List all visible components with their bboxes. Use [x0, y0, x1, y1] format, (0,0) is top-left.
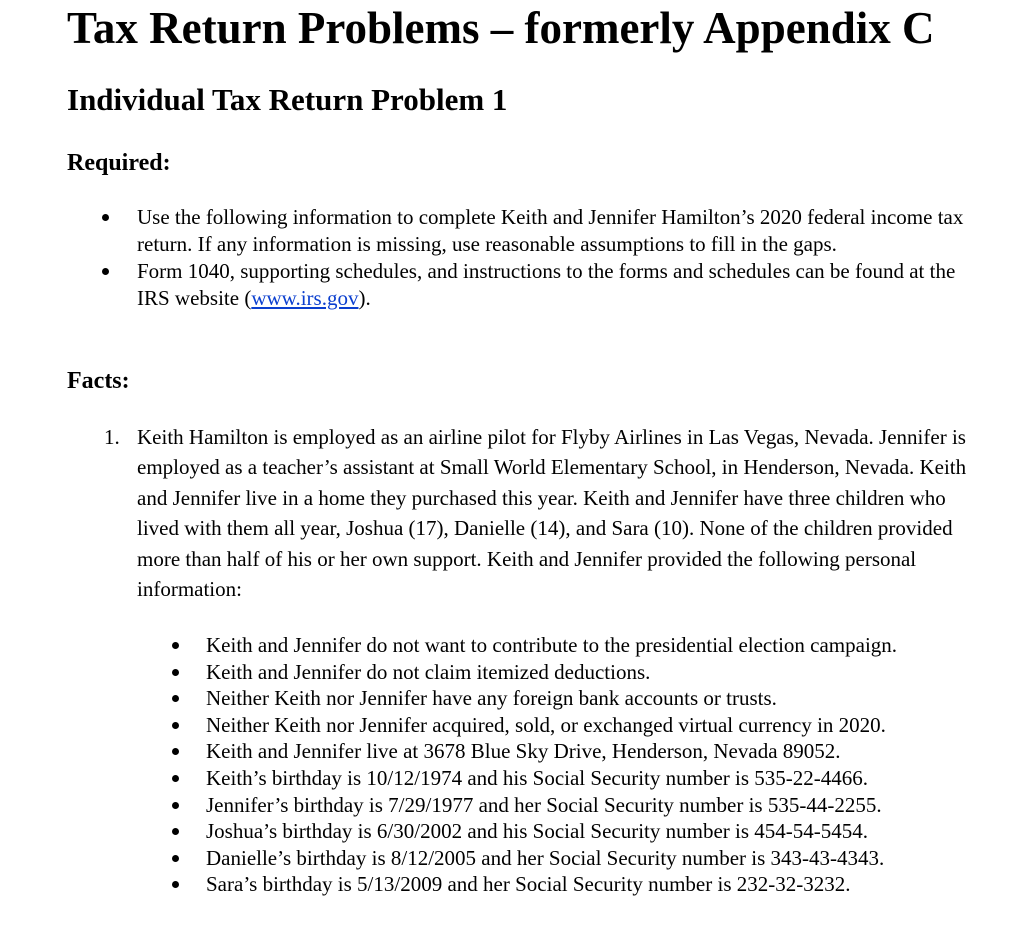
bullet-icon [172, 695, 179, 702]
required-item [0, 258, 977, 312]
personal-info-text: Neither Keith nor Jennifer acquired, sold, or exchanged virtual currency in 2020. [206, 712, 886, 737]
bullet-icon [172, 855, 179, 862]
personal-info-item [0, 712, 1024, 739]
facts-list [0, 422, 1024, 604]
bullet-icon [172, 775, 179, 782]
bullet-icon [172, 722, 179, 729]
personal-info-item [0, 738, 1024, 765]
facts-heading: Facts: [67, 368, 130, 394]
bullet-icon [172, 669, 179, 676]
fact-text: Keith Hamilton is employed as an airline pilot for Flyby Airlines in Las Vegas, Nevada. Jennifer is employed as a teacher’s assistant at Small World Elementary School, in Henderson, Nevada. Keith and Jennifer live in a home they purchased this year. Keith and Jennifer have three children who lived with them all year, Joshua (17), Danielle (14), and Sara (10). None of the children provided more than half of his or her own support. Keith and Jennifer provided the following personal information: [137, 425, 967, 602]
required-item-text: Use the following information to complete Keith and Jennifer Hamilton’s 2020 federal income tax return. If any information is missing, use reasonable assumptions to fill in the gaps. [137, 205, 964, 256]
personal-info-item [0, 845, 1024, 872]
bullet-icon [102, 214, 109, 221]
personal-info-text: Neither Keith nor Jennifer have any foreign bank accounts or trusts. [206, 686, 777, 711]
personal-info-list [0, 632, 1024, 898]
personal-info-text: Keith and Jennifer live at 3678 Blue Sky Drive, Henderson, Nevada 89052. [206, 739, 841, 764]
bullet-icon [172, 881, 179, 888]
required-list [0, 204, 1024, 312]
bullet-icon [172, 748, 179, 755]
personal-info-text: Danielle’s birthday is 8/12/2005 and her Social Security number is 343-43-4343. [206, 845, 885, 870]
personal-info-text: Sara’s birthday is 5/13/2009 and her Social Security number is 232-32-3232. [206, 872, 851, 897]
fact-item [0, 422, 977, 604]
personal-info-item [0, 765, 1024, 792]
personal-info-item [0, 792, 1024, 819]
bullet-icon [172, 828, 179, 835]
page-title: Tax Return Problems – formerly Appendix C [67, 3, 935, 53]
required-item-text-after: ). [358, 286, 371, 310]
personal-info-item [0, 871, 1024, 898]
required-item [0, 204, 977, 258]
personal-info-text: Jennifer’s birthday is 7/29/1977 and her Social Security number is 535-44-2255. [206, 792, 882, 817]
personal-info-item [0, 659, 1024, 686]
personal-info-item [0, 685, 1024, 712]
problem-subtitle: Individual Tax Return Problem 1 [67, 82, 508, 117]
irs-website-link[interactable]: www.irs.gov [251, 286, 359, 310]
personal-info-text: Keith and Jennifer do not want to contribute to the presidential election campaign. [206, 633, 898, 657]
personal-info-item [0, 632, 1024, 659]
personal-info-item [0, 818, 1024, 845]
personal-info-text: Keith’s birthday is 10/12/1974 and his Social Security number is 535-22-4466. [206, 765, 869, 790]
personal-info-text: Joshua’s birthday is 6/30/2002 and his Social Security number is 454-54-5454. [206, 819, 869, 844]
required-heading: Required: [67, 150, 171, 176]
personal-info-text: Keith and Jennifer do not claim itemized deductions. [206, 659, 651, 684]
bullet-icon [102, 268, 109, 275]
bullet-icon [172, 802, 179, 809]
bullet-icon [172, 642, 179, 649]
fact-number: 1. [104, 425, 120, 449]
required-item-text-before: Form 1040, supporting schedules, and instructions to the forms and schedules can be found at the IRS website ( [137, 259, 956, 310]
